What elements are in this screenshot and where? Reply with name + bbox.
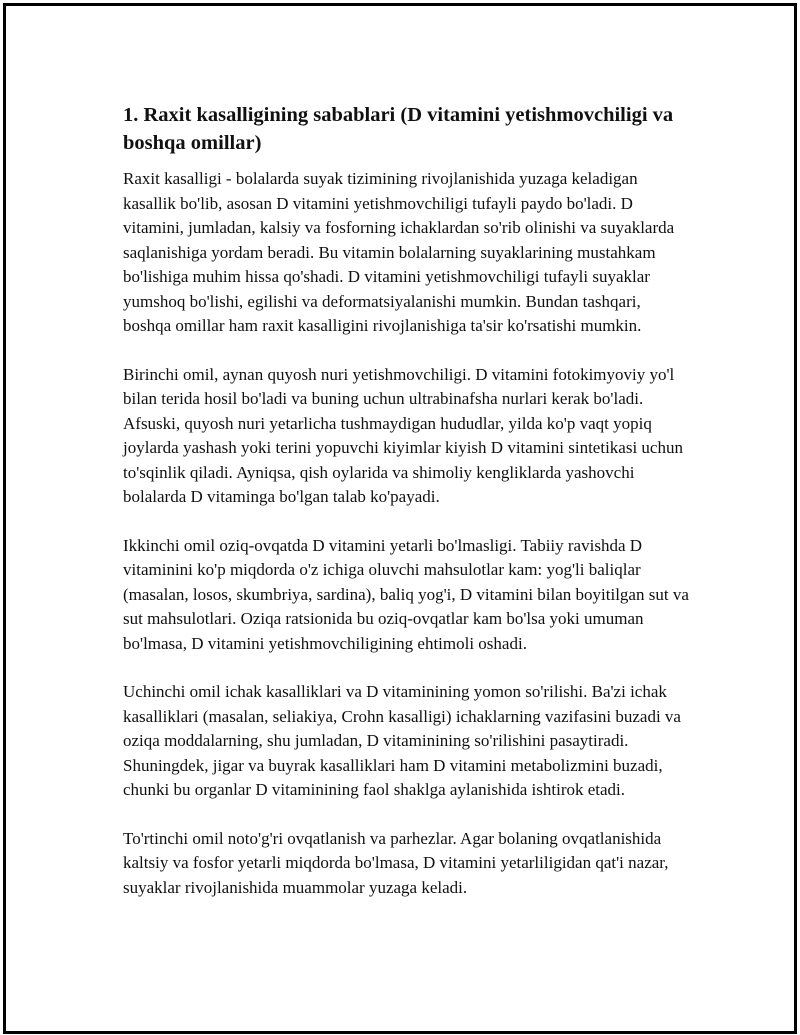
paragraph-second-factor: Ikkinchi omil oziq-ovqatda D vitamini yetarli bo'lmasligi. Tabiiy ravishda D vitaminini ko'p miqdorda o'z ichiga oluvchi mahsulotlar kam: yog'li baliqlar (masalan, losos, skumbriya, sardina), baliq yog'i, D vitamini bilan boyitilgan sut va sut mahsulotlari. Oziqa ratsionida bu oziq-ovqatlar kam bo'lsa yoki umuman bo'lmasa, D vitamini yetishmovchiligining ehtimoli oshadi. xyxy=(123,535,689,653)
paragraph-fourth-factor: To'rtinchi omil noto'g'ri ovqatlanish va parhezlar. Agar bolaning ovqatlanishida kaltsiy va fosfor yetarli miqdorda bo'lmasa, D vitamini yetarliligidan qat'i nazar, suyaklar rivojlanishida muammolar yuzaga keladi. xyxy=(123,828,669,897)
section-heading: 1. Raxit kasalligining sabablari (D vitamini yetishmovchiligi va boshqa omillar) xyxy=(123,104,674,154)
paragraph-third-factor: Uchinchi omil ichak kasalliklari va D vitaminining yomon so'rilishi. Ba'zi ichak kasalliklari (masalan, seliakiya, Crohn kasalligi) ichaklarning vazifasini buzadi va oziqa moddalarning, shu jumladan, D vitaminining so'rilishini pasaytiradi. Shuningdek, jigar va buyrak kasalliklari ham D vitamini metabolizmini buzadi, chunki bu organlar D vitaminining faol shaklga aylanishida ishtirok etadi. xyxy=(123,682,681,799)
page-frame xyxy=(3,3,797,1034)
paragraph-first-factor: Birinchi omil, aynan quyosh nuri yetishmovchiligi. D vitamini fotokimyoviy yo'l bilan terida hosil bo'ladi va buning uchun ultrabinafsha nurlari kerak bo'ladi. Afsuski, quyosh nuri yetarlicha tushmaydigan hududlar, yilda ko'p vaqt yopiq joylarda yashash yoki terini yopuvchi kiyimlar kiyish D vitamini sintetikasi uchun to'sqinlik qiladi. Ayniqsa, qish oylarida va shimoliy kengliklarda yashovchi bolalarda D vitaminga bo'lgan talab ko'payadi. xyxy=(123,364,683,506)
paragraph-intro: Raxit kasalligi - bolalarda suyak tizimining rivojlanishida yuzaga keladigan kasallik bo'lib, asosan D vitamini yetishmovchiligi tufayli paydo bo'ladi. D vitamini, jumladan, kalsiy va fosforning ichaklardan so'rib olinishi va suyaklarda saqlanishiga yordam beradi. Bu vitamin bolalarning suyaklarining mustahkam bo'lishiga muhim hissa qo'shadi. D vitamini yetishmovchiligi tufayli suyaklar yumshoq bo'lishi, egilishi va deformatsiyalanishi mumkin. Bundan tashqari, boshqa omillar ham raxit kasalligini rivojlanishiga ta'sir ko'rsatishi mumkin. xyxy=(123,169,675,335)
document-body xyxy=(123,101,693,924)
